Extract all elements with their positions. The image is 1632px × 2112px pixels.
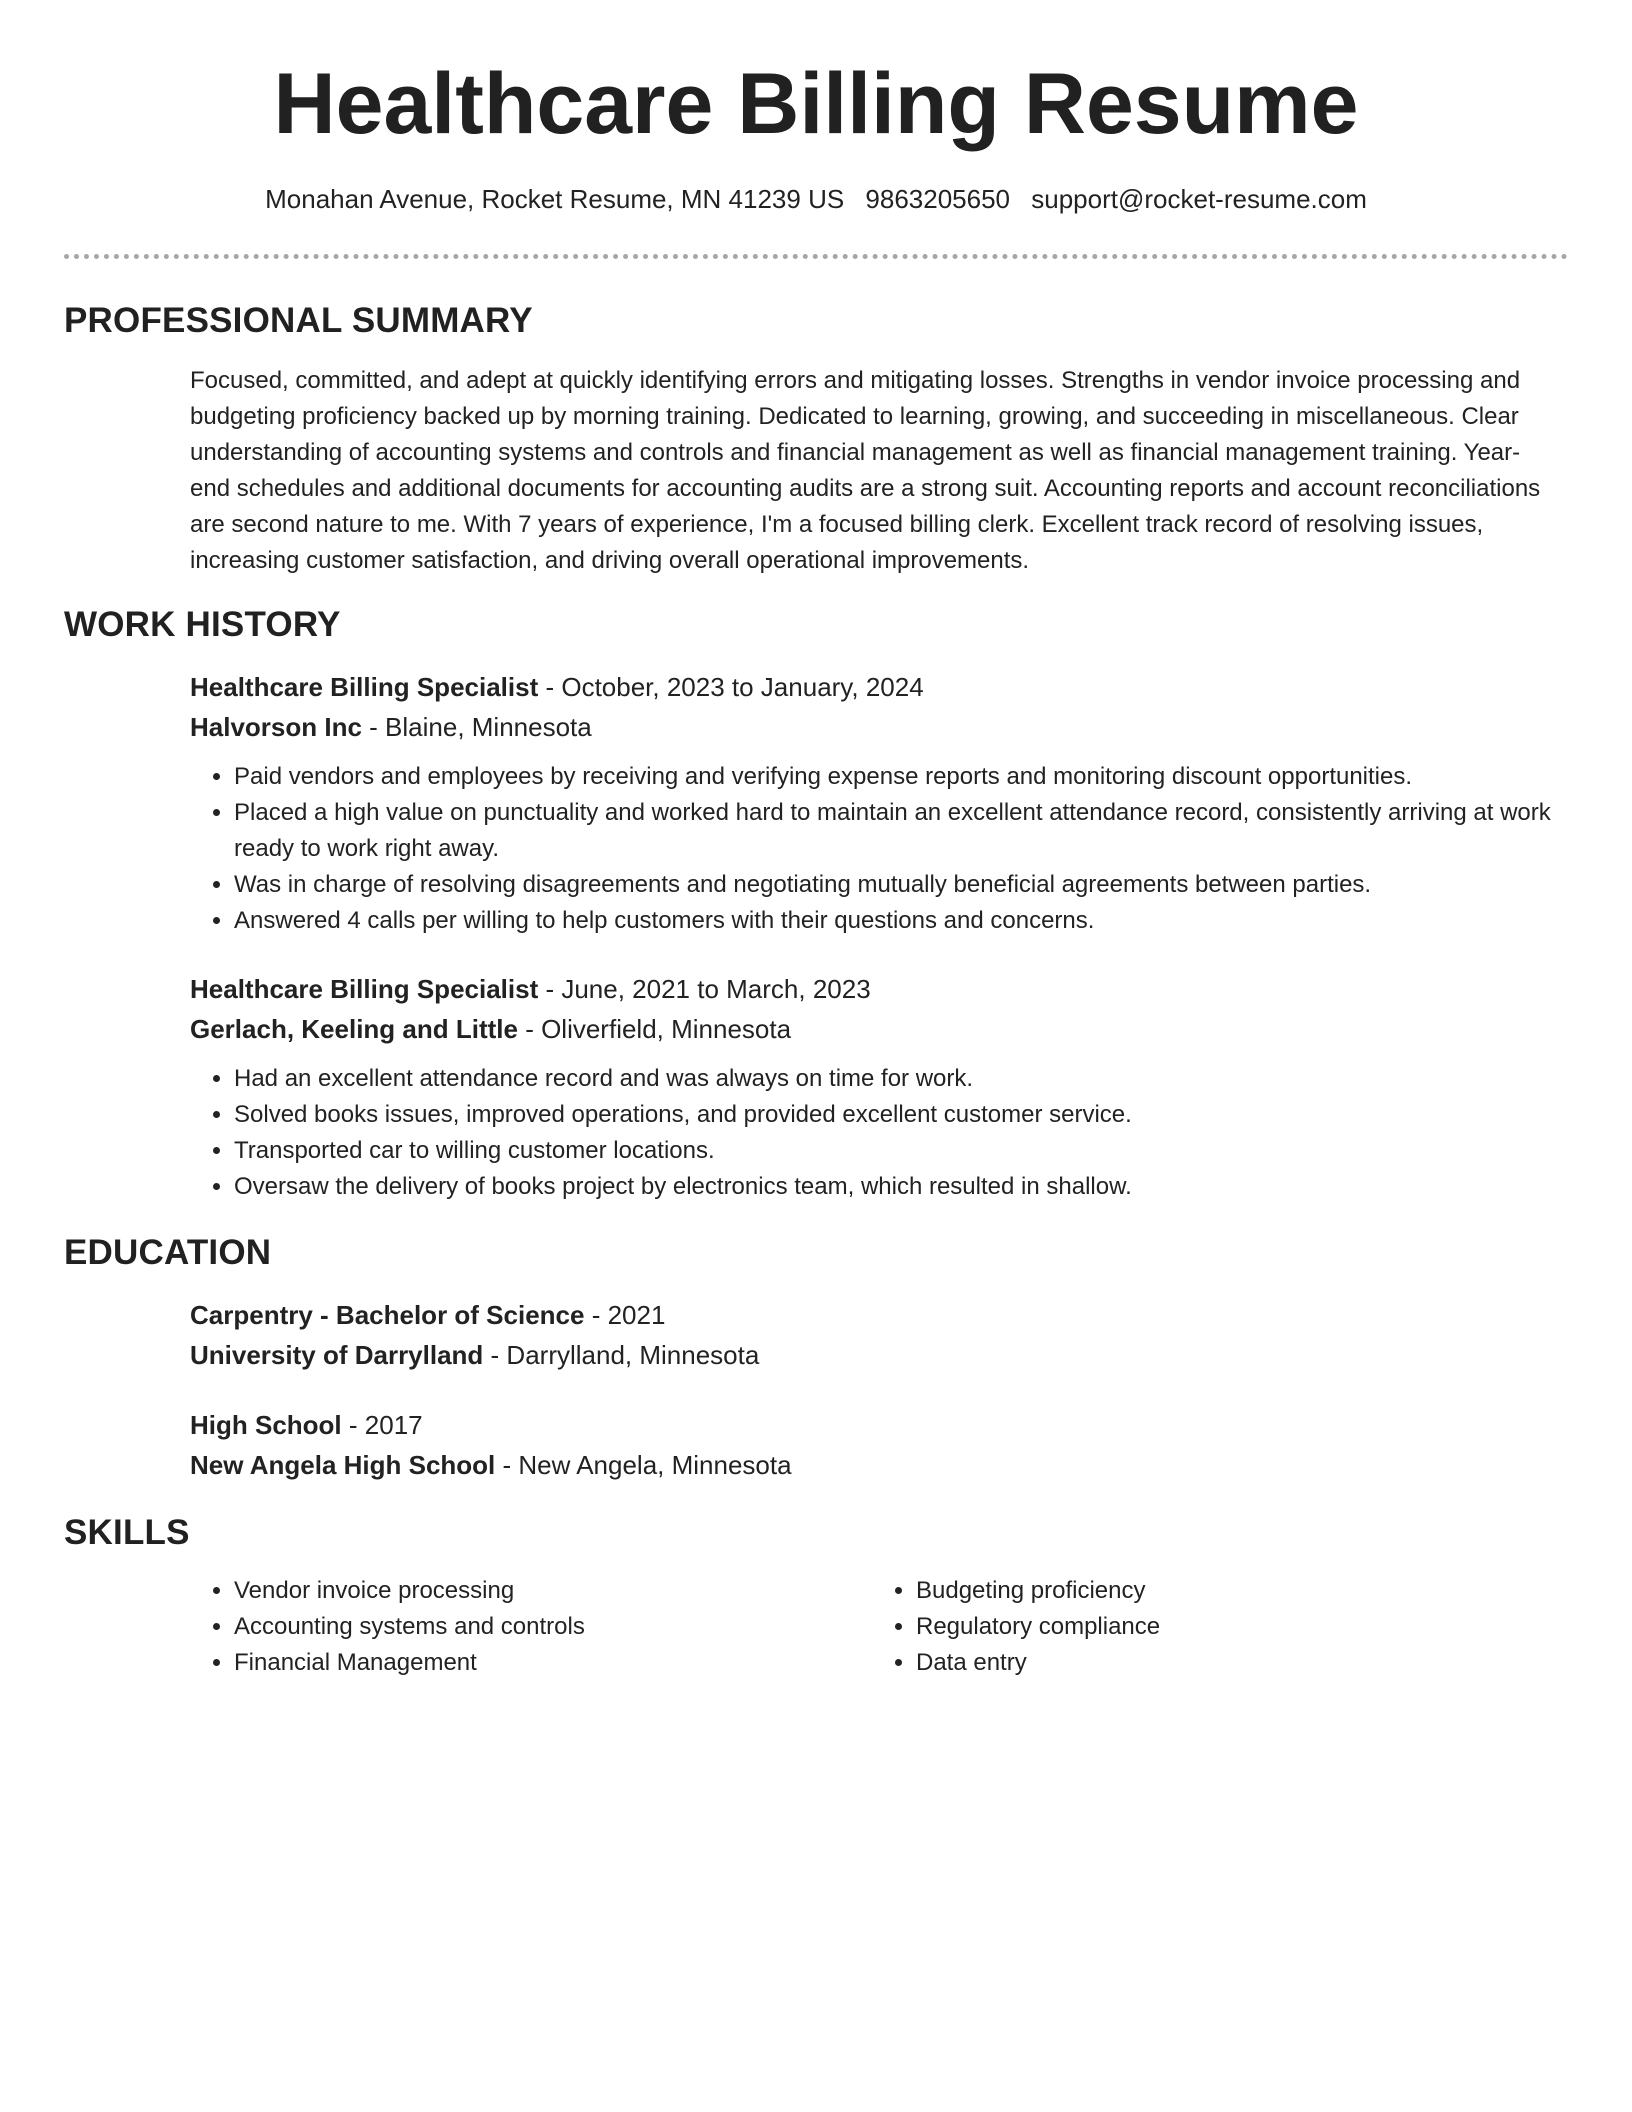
summary-text: Focused, committed, and adept at quickly identifying errors and mitigating losses. Strengths in vendor invoice processing and budgeting proficiency backed up by morning training. Dedicated to learning, growing, and succeeding in miscellaneous. Clear understanding of accounting systems and controls and financial management as well as financial management training. Year-end schedules and additional documents for accounting audits are a strong suit. Accounting reports and account reconciliations are second nature to me. With 7 years of experience, I'm a focused billing clerk. Excellent track record of resolving issues, increasing customer satisfaction, and driving overall operational improvements. (190, 367, 1541, 574)
education-location: - New Angela, Minnesota (495, 1450, 792, 1480)
work-history-heading: WORK HISTORY (64, 605, 341, 644)
job-location: - Blaine, Minnesota (361, 712, 592, 742)
skills-list-left (190, 1573, 872, 1681)
skill-item: • Budgeting proficiency (916, 1573, 1554, 1609)
contact-address: Monahan Avenue, Rocket Resume, MN 41239 US (265, 184, 845, 214)
work-history-section (64, 603, 1568, 1205)
header-divider (64, 254, 1568, 259)
job-entry (190, 667, 1554, 939)
job-dates: - June, 2021 to March, 2023 (538, 974, 871, 1004)
job-bullet: • Answered 4 calls per willing to help customers with their questions and concerns. (234, 903, 1554, 939)
job-company-line (190, 1009, 1554, 1049)
summary-heading: PROFESSIONAL SUMMARY (64, 301, 533, 340)
skills-heading: SKILLS (64, 1513, 190, 1552)
job-role-line (190, 969, 1554, 1009)
skill-item: • Vendor invoice processing (234, 1573, 872, 1609)
job-dates: - October, 2023 to January, 2024 (538, 672, 924, 702)
skills-section (64, 1511, 1568, 1681)
summary-section (64, 299, 1568, 579)
skill-item: • Data entry (916, 1645, 1554, 1681)
education-entry (190, 1295, 1554, 1375)
contact-line (64, 182, 1568, 216)
job-entry (190, 969, 1554, 1205)
skill-item: • Regulatory compliance (916, 1609, 1554, 1645)
education-section (64, 1231, 1568, 1485)
skills-grid (190, 1573, 1554, 1681)
job-bullet: • Placed a high value on punctuality and worked hard to maintain an excellent attendance record, consistently arriving at work ready to work right away. (234, 795, 1554, 867)
job-company-line (190, 707, 1554, 747)
education-degree: Carpentry - Bachelor of Science (190, 1300, 585, 1330)
job-bullet: • Transported car to willing customer locations. (234, 1133, 1554, 1169)
job-bullets (190, 1061, 1554, 1205)
contact-phone: 9863205650 (865, 184, 1011, 214)
job-location: - Oliverfield, Minnesota (517, 1014, 792, 1044)
job-bullet: • Paid vendors and employees by receiving and verifying expense reports and monitoring discount opportunities. (234, 759, 1554, 795)
job-bullet: • Oversaw the delivery of books project by electronics team, which resulted in shallow. (234, 1169, 1554, 1205)
contact-email: support@rocket-resume.com (1031, 184, 1367, 214)
education-degree: High School (190, 1410, 342, 1440)
education-school-line (190, 1335, 1554, 1375)
education-school-line (190, 1445, 1554, 1485)
education-year: - 2017 (341, 1410, 423, 1440)
education-location: - Darrylland, Minnesota (483, 1340, 760, 1370)
job-company: Halvorson Inc (190, 712, 362, 742)
job-role-line (190, 667, 1554, 707)
education-degree-line (190, 1405, 1554, 1445)
resume-title: Healthcare Billing Resume (273, 56, 1359, 152)
job-role: Healthcare Billing Specialist (190, 974, 539, 1004)
job-bullet: • Solved books issues, improved operations, and provided excellent customer service. (234, 1097, 1554, 1133)
resume-header (64, 0, 1568, 216)
job-bullet: • Was in charge of resolving disagreements and negotiating mutually beneficial agreements between parties. (234, 867, 1554, 903)
education-degree-line (190, 1295, 1554, 1335)
job-role: Healthcare Billing Specialist (190, 672, 539, 702)
job-bullet: • Had an excellent attendance record and was always on time for work. (234, 1061, 1554, 1097)
skill-item: • Accounting systems and controls (234, 1609, 872, 1645)
education-year: - 2021 (584, 1300, 666, 1330)
education-school: University of Darrylland (190, 1340, 484, 1370)
education-school: New Angela High School (190, 1450, 496, 1480)
education-entry (190, 1405, 1554, 1485)
skill-item: • Financial Management (234, 1645, 872, 1681)
job-bullets (190, 759, 1554, 939)
education-heading: EDUCATION (64, 1233, 272, 1272)
job-company: Gerlach, Keeling and Little (190, 1014, 518, 1044)
skills-list-right (872, 1573, 1554, 1681)
